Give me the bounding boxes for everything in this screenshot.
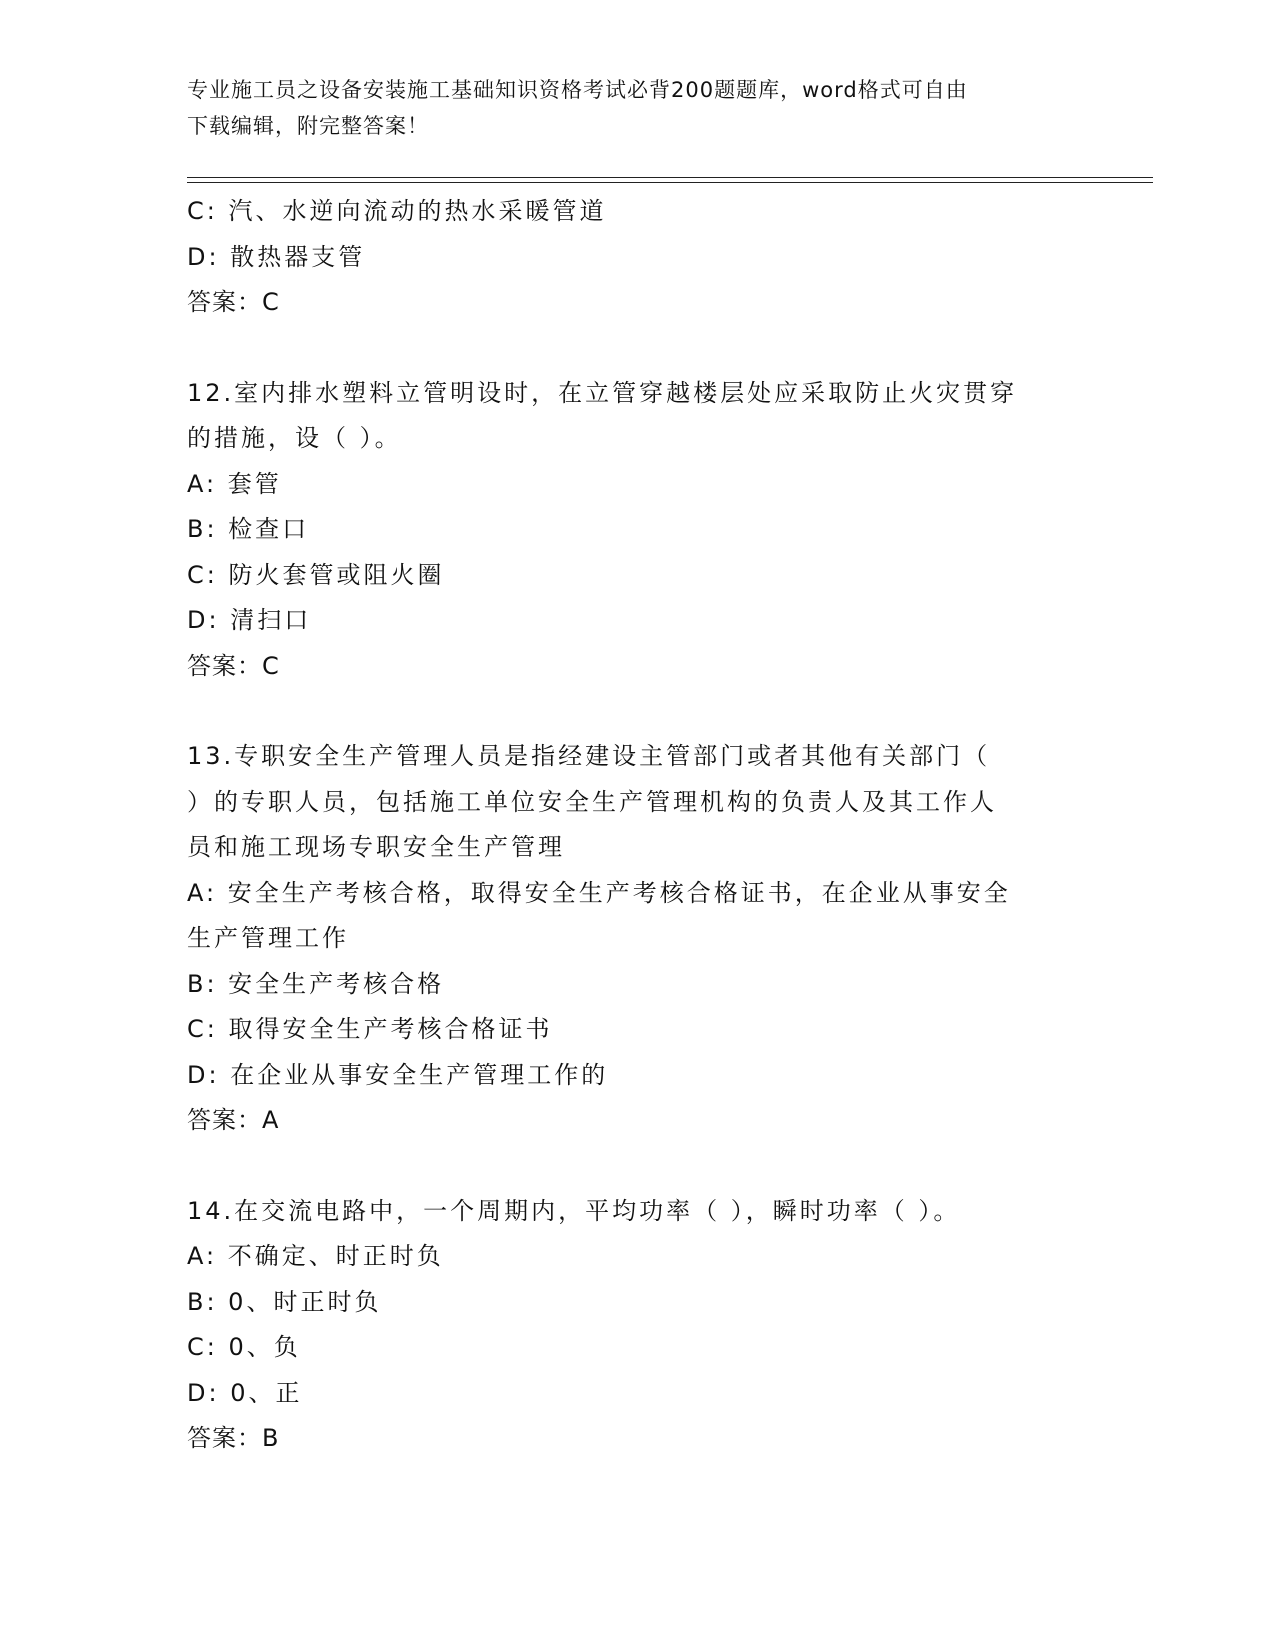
question-block-12 [187,371,1087,690]
question-block-11 [187,189,1087,326]
option-a: A: 安全生产考核合格，取得安全生产考核合格证书，在企业从事安全 [187,878,1011,907]
question-block-13 [187,734,1087,1144]
header-rule-bottom [187,182,1153,183]
question-list [187,189,1087,1462]
header-rule-top [187,177,1153,178]
block-spacer [187,1144,1087,1189]
option-d: D: 清扫口 [187,606,312,634]
header-line-2: 下载编辑，附完整答案！ [187,114,429,138]
option-d: D: 0、正 [187,1378,303,1407]
header-line-1: 专业施工员之设备安装施工基础知识资格考试必背200题题库，word格式可自由 [187,78,968,102]
question-stem: 14.在交流电路中，一个周期内，平均功率（ ），瞬时功率（ ）。 [187,1196,961,1225]
answer-line: 答案：A [187,1106,280,1134]
question-stem-cont: ）的专职人员，包括施工单位安全生产管理机构的负责人及其工作人 [187,787,997,816]
option-c: C: 防火套管或阻火圈 [187,560,445,589]
question-stem: 13.专职安全生产管理人员是指经建设主管部门或者其他有关部门（ [187,742,991,770]
question-block-14 [187,1189,1087,1462]
question-stem: 12.室内排水塑料立管明设时，在立管穿越楼层处应采取防止火灾贯穿 [187,378,1018,407]
answer-line: 答案：B [187,1424,280,1452]
option-c: C: 取得安全生产考核合格证书 [187,1015,553,1043]
option-b: B: 安全生产考核合格 [187,969,445,998]
document-header [187,72,1067,144]
option-a: A: 不确定、时正时负 [187,1242,444,1270]
option-d: D: 在企业从事安全生产管理工作的 [187,1060,609,1089]
question-stem-cont: 员和施工现场专职安全生产管理 [187,833,565,861]
option-d: D: 散热器支管 [187,242,366,271]
option-a-cont: 生产管理工作 [187,924,349,952]
answer-line: 答案：C [187,288,280,316]
block-spacer [187,689,1087,734]
option-b: B: 0、时正时负 [187,1287,382,1316]
question-stem-cont: 的措施，设（ ）。 [187,424,402,452]
option-c: C: 汽、水逆向流动的热水采暖管道 [187,197,607,225]
answer-line: 答案：C [187,651,280,680]
block-spacer [187,326,1087,371]
option-a: A: 套管 [187,469,282,498]
option-b: B: 检查口 [187,515,310,543]
option-c: C: 0、负 [187,1333,301,1361]
